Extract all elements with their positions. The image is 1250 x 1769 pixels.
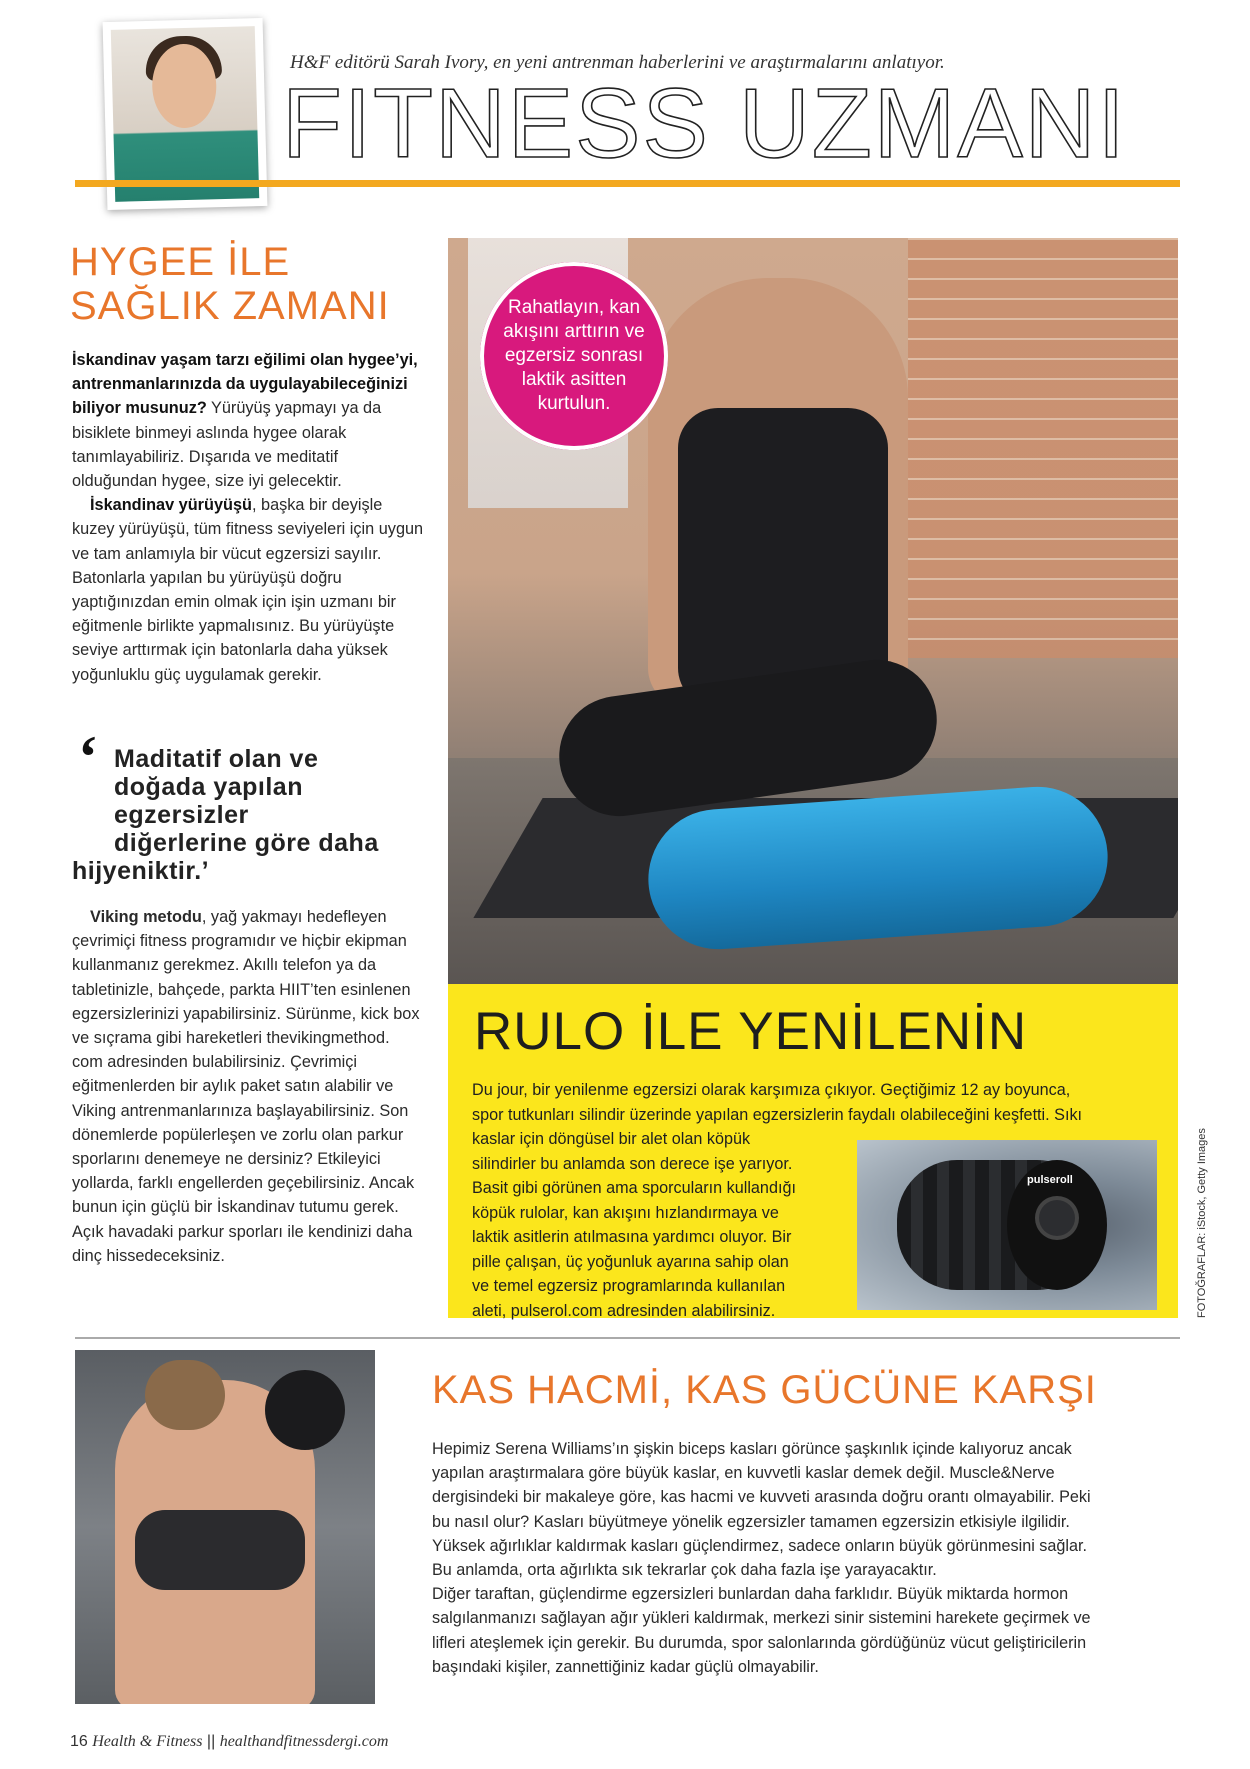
- roller-line: laktik asitlerin atılmasına yardımcı oluyor. Bir: [472, 1228, 792, 1246]
- quote-line: egzersizler: [114, 801, 249, 829]
- callout-badge: [480, 262, 668, 450]
- muscle-line: Hepimiz Serena Williams’ın şişkin biceps kasları görünce şaşkınlık içinde kalıyoruz ancak: [432, 1440, 1072, 1458]
- hygee-text: [72, 348, 424, 687]
- photo-sports-bra: [135, 1510, 305, 1590]
- quote-line: Maditatif olan ve: [114, 745, 319, 773]
- kettlebell-photo: [75, 1350, 375, 1704]
- muscle-line: Bu anlamda, orta ağırlıkta sık tekrarlar çok daha fazla işe yarayacaktır.: [432, 1561, 937, 1580]
- muscle-line: bu nasıl olur? Kasları büyütmeye yönelik egzersizler tamamen egzersizin etkisiyle ilgilidir.: [432, 1512, 1070, 1531]
- footer-separator: ||: [206, 1733, 216, 1750]
- roller-power-button: [1039, 1200, 1075, 1236]
- quote-mark: ‘: [78, 724, 99, 790]
- muscle-line: Diğer taraftan, güçlendirme egzersizleri bunlardan daha farklıdır. Büyük miktarda hormon: [432, 1585, 1069, 1604]
- intro-bold: İskandinav yaşam tarzı eğilimi olan hygee’yi, antrenmanlarınızda da uygulayabileceğinizi biliyor musunuz?: [72, 351, 418, 418]
- photo-kettlebell: [265, 1370, 345, 1450]
- viking-text: [72, 905, 424, 1268]
- roller-line: pille çalışan, üç yoğunluk ayarına sahip olan: [472, 1252, 789, 1271]
- quote-line: doğada yapılan: [114, 773, 303, 801]
- paragraph-intro: [72, 348, 424, 493]
- quote-line: hijyeniktir.’: [72, 857, 210, 885]
- nordic-bold: İskandinav yürüyüşü: [90, 496, 252, 515]
- viking-bold: Viking metodu: [90, 908, 202, 926]
- muscle-heading: KAS HACMİ, KAS GÜCÜNE KARŞI: [432, 1368, 1097, 1412]
- roller-line: Du jour, bir yenilenme egzersizi olarak karşımıza çıkıyor. Geçtiğimiz 12 ay boyunca,: [472, 1081, 1071, 1099]
- page-number: 16: [70, 1733, 88, 1750]
- heading-line-1: HYGEE İLE: [70, 240, 291, 284]
- heading-line-2: SAĞLIK ZAMANI: [70, 284, 390, 328]
- roller-line: silindirler bu anlamda son derece işe yarıyor.: [472, 1154, 793, 1173]
- portrait-photo: [111, 26, 259, 202]
- muscle-text: [432, 1437, 1172, 1679]
- section-heading-hygee: [70, 240, 390, 328]
- photo-credit: FOTOĞRAFLAR: iStock, Getty Images: [1196, 1128, 1208, 1318]
- muscle-line: dergisindeki bir makaleye göre, kas hacmi ve kuvveti arasında doğru orantı olmayabilir. Peki: [432, 1488, 1091, 1507]
- website-link[interactable]: healthandfitnessdergi.com: [219, 1733, 389, 1750]
- page-footer: [70, 1733, 388, 1751]
- muscle-line: başındaki kişiler, zannettiğiniz kadar güçlü olmayabilir.: [432, 1657, 819, 1676]
- roller-line: aleti, pulserol.com adresinden alabilirsiniz.: [472, 1301, 776, 1320]
- nordic-text: , başka bir deyişle kuzey yürüyüşü, tüm fitness seviyeleri için uygun ve tam anlamıyla bir vücut egzersizi sayılır. Batonlarla yapılan bu yürüyüşü doğru yaptığınızdan emin olmak için işin uzmanı bir eğitmenle birlikte yapmalısınız. Bu yürüyüşte seviye arttırmak için batonlarla daha yüksek yoğunluklu güç uygulamak gerekir.: [72, 496, 424, 684]
- paragraph-nordic-walking: [72, 493, 424, 687]
- page-title: FITNESS UZMANI: [282, 68, 1127, 178]
- muscle-line: yapılan araştırmalara göre büyük kaslar, en kuvvetli kaslar demek değil. Muscle&Nerve: [432, 1464, 1055, 1483]
- roller-line: köpük rulolar, kan akışını hızlandırmaya ve: [472, 1203, 779, 1222]
- roller-line: Basit gibi görünen ama sporcuların kullandığı: [472, 1179, 796, 1197]
- section-divider: [75, 1337, 1180, 1339]
- paragraph-viking: [72, 905, 424, 1268]
- photo-brick-wall: [908, 238, 1178, 658]
- header-rule: [75, 180, 1180, 187]
- quote-line: diğerlerine göre daha: [114, 829, 379, 857]
- muscle-line: lifleri ateşlemek için gerekir. Bu durumda, spor salonlarında gördüğünüz vücut geliştiricilerin: [432, 1633, 1087, 1652]
- roller-line: ve temel egzersiz programlarında kullanılan: [472, 1277, 786, 1295]
- editor-tagline: H&F editörü Sarah Ivory, en yeni antrenman haberlerini ve araştırmalarını anlatıyor.: [290, 52, 945, 73]
- pulseroll-logo: pulseroll: [1027, 1174, 1073, 1186]
- intro-text: Yürüyüş yapmayı ya da bisiklete binmeyi aslında hygee olarak tanımlayabiliriz. Dışarıda ve meditatif olduğundan hygee, size iyi gelecektir.: [72, 399, 382, 491]
- pulseroll-photo: [857, 1140, 1157, 1310]
- viking-text-body: , yağ yakmayı hedefleyen çevrimiçi fitness programıdır ve hiçbir ekipman kullanmanız gerekmez. Akıllı telefon ya da tabletinizle, bahçede, parkta HIIT’ten esinlenen egzersizlerinizi yapabilirsiniz. Sürünme, kick box ve sıçrama gibi hareketleri thevikingmethod. com adresinden bulabilirsiniz. Çevrimiçi eğitmenlerden bir aylık paket satın alabilir ve Viking antrenmanlarınıza başlayabilirsiniz. Son dönemlerde popülerleşen ve zorlu olan parkur sporlarını denemeye ne dersiniz? Etkileyici yollarda, farklı engellerden geçebilirsiniz. Ancak bunun için güçlü bir İskandinav tutumu gerek. Açık havadaki parkur sporları ile kendinizi daha dinç hissedeceksiniz.: [72, 908, 420, 1265]
- muscle-line: salgılanmanızı sağlayan ağır yükleri kaldırmak, merkezi sinir sistemini harekete geçirmek ve: [432, 1609, 1091, 1628]
- roller-heading: RULO İLE YENİLENİN: [474, 1002, 1028, 1061]
- photo-hair: [145, 1360, 225, 1430]
- callout-text: Rahatlayın, kan akışını arttırın ve egzersiz sonrası laktik asitten kurtulun.: [503, 297, 645, 414]
- pull-quote: [72, 724, 432, 885]
- roller-line: spor tutkunları silindir üzerinde yapılan egzersizlerin faydalı olabileceğini keşfetti. Sıkı: [472, 1105, 1083, 1124]
- roller-line: kaslar için döngüsel bir alet olan köpük: [472, 1130, 751, 1148]
- publication-name: Health & Fitness: [92, 1733, 203, 1750]
- muscle-line: Yüksek ağırlıklar kaldırmak kasları güçlendirmez, sadece onların büyük görünmesini sağlar.: [432, 1536, 1088, 1555]
